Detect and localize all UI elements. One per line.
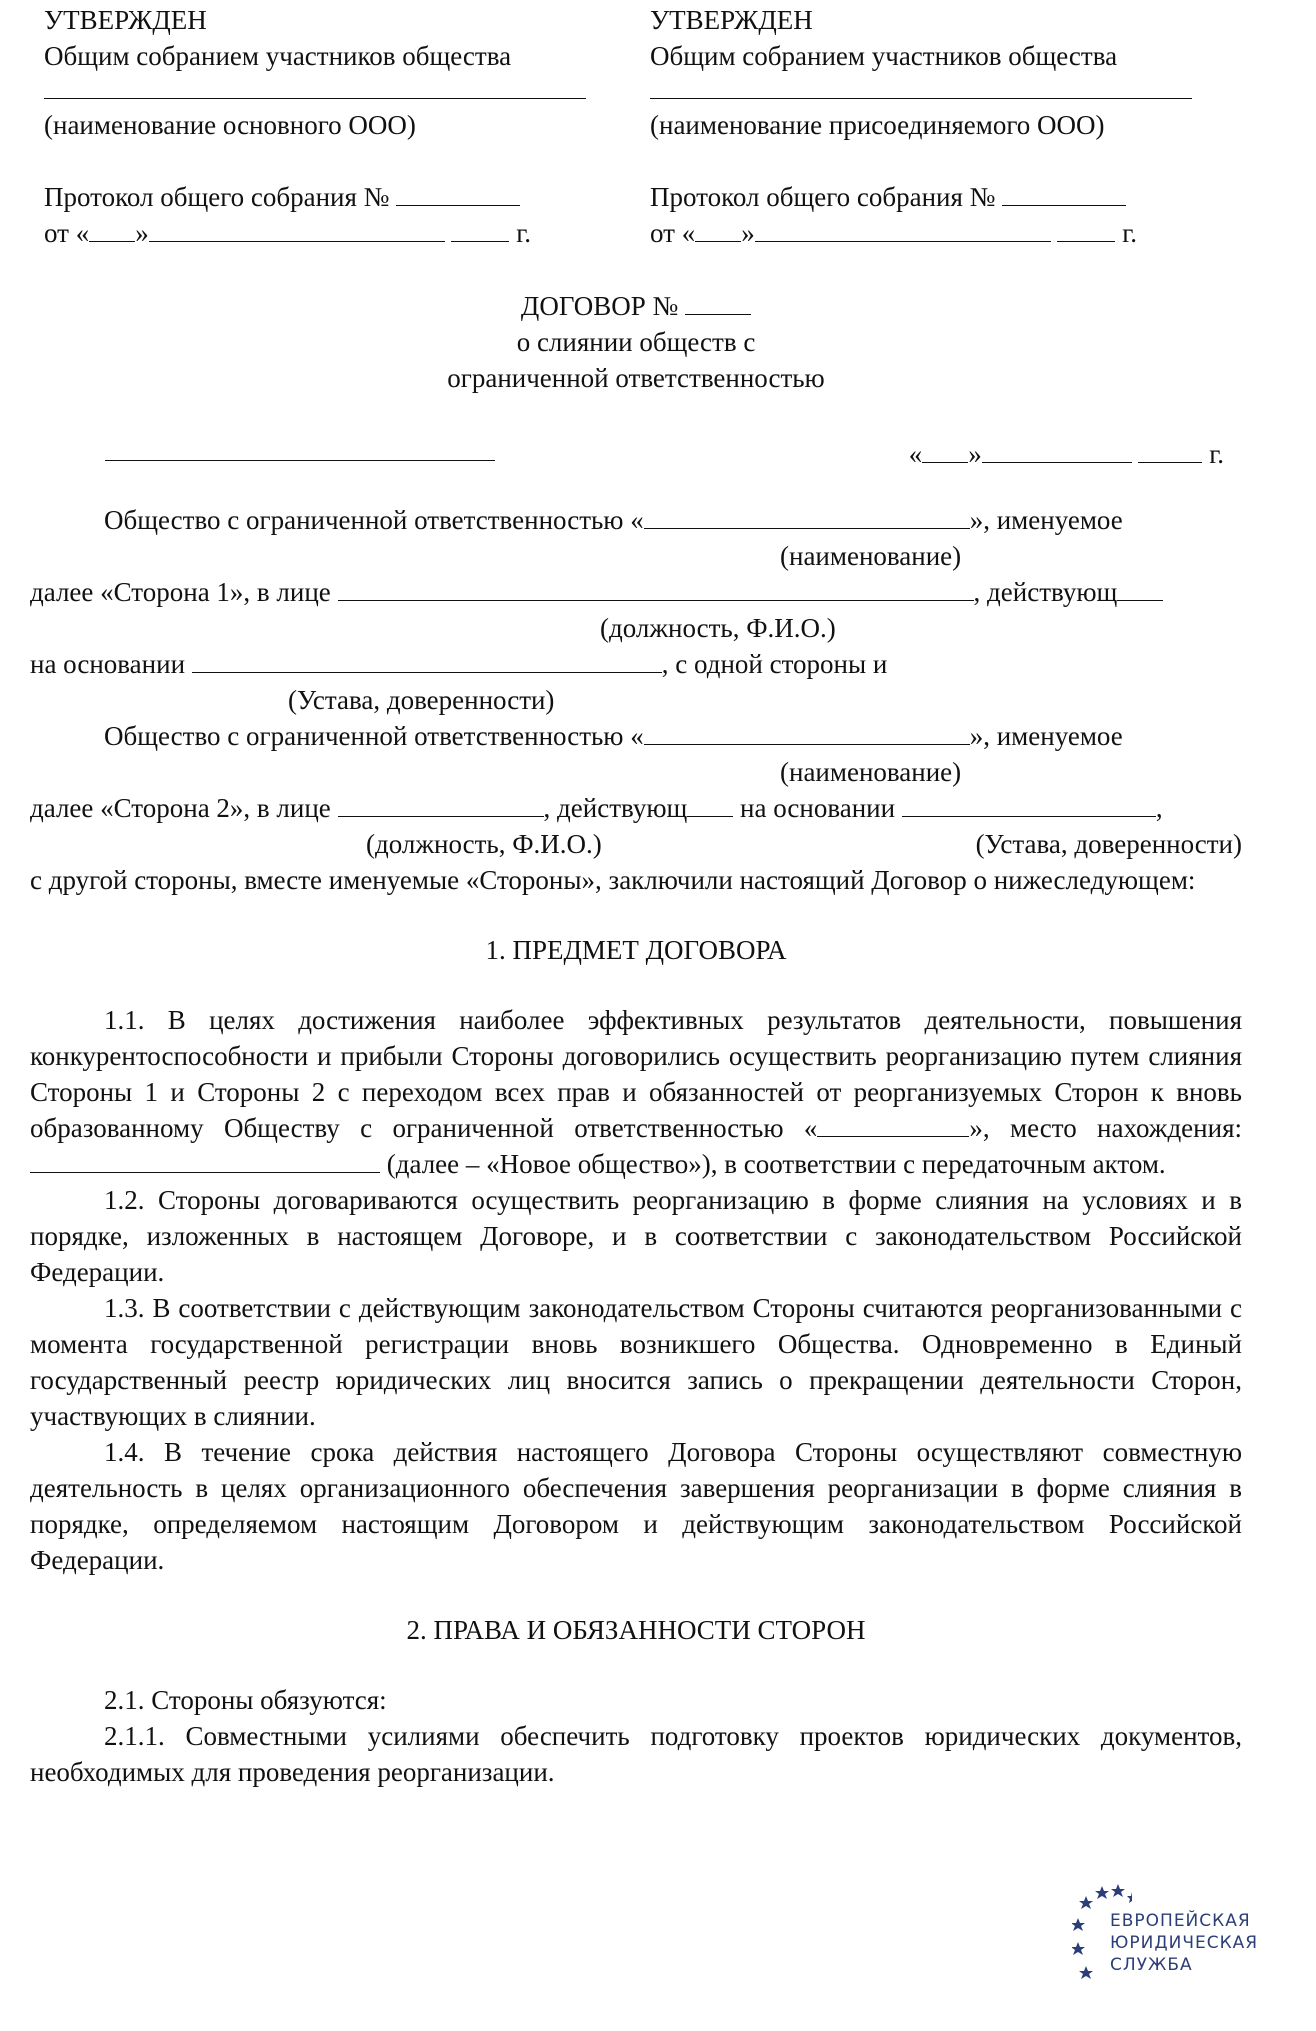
- party1-name-blank: [644, 502, 970, 529]
- approved-by: Общим собранием участников общества: [44, 41, 512, 71]
- protocol-date-line: от « » г.: [650, 215, 1250, 251]
- protocol-line: Протокол общего собрания №: [650, 179, 1250, 215]
- new-company-name-blank: [817, 1110, 969, 1137]
- section1-heading: 1. ПРЕДМЕТ ДОГОВОРА: [485, 935, 787, 965]
- party1-line1: Общество с ограниченной ответственностью « », именуемое: [30, 502, 1242, 538]
- protocol-number-blank: [1002, 179, 1126, 206]
- approved-by: Общим собранием участников общества: [650, 41, 1118, 71]
- contract-number-blank: [685, 288, 751, 315]
- party2-name-hint: (наименование): [780, 757, 962, 787]
- party2-line1: Общество с ограниченной ответственностью « », именуемое: [30, 718, 1242, 754]
- title-line-2: о слиянии обществ с: [516, 327, 756, 357]
- party2-basis-hint: (Устава, доверенности): [975, 829, 1242, 859]
- party1-basis-hint: (Устава, доверенности): [288, 685, 555, 715]
- party1-person-hint: (должность, Ф.И.О.): [600, 613, 836, 643]
- place-blank: [105, 460, 495, 461]
- clause-1-1: 1.1. В целях достижения наиболее эффективных результатов деятельности, повышения конкурентоспособности и прибыли Стороны договорились осуществить реорганизацию путем слияния Стороны 1 и Стороны 2 с переходом всех прав и обязанностей от реорганизуемых Сторон к вновь образованному Обществу с ограниченной ответственностью « », место нахождения: (далее – «Новое общество»), в соответствии с передаточным актом.: [30, 1005, 1242, 1179]
- party2-person-blank: [338, 790, 544, 817]
- party1-line2: далее «Сторона 1», в лице , действующ: [30, 574, 1242, 610]
- new-company-location-blank: [30, 1146, 380, 1173]
- logo-text: ЕВРОПЕЙСКАЯ ЮРИДИЧЕСКАЯ СЛУЖБА: [1110, 1911, 1259, 1975]
- party2-hints: [30, 826, 1242, 862]
- party2-line2: далее «Сторона 2», в лице , действующ на основании ,: [30, 790, 1242, 826]
- section2-heading: 2. ПРАВА И ОБЯЗАННОСТИ СТОРОН: [406, 1615, 866, 1645]
- party2-person-hint: (должность, Ф.И.О.): [366, 829, 602, 859]
- clause-1-3: 1.3. В соответствии с действующим законодательством Стороны считаются реорганизованными с момента государственной регистрации вновь возникшего Общества. Одновременно в Единый государственный реестр юридических лиц вносится запись о прекращении деятельности Сторон, участвующих в слиянии.: [30, 1293, 1242, 1431]
- company-name-blank: [44, 74, 586, 99]
- document-page: [30, 0, 1259, 2031]
- company-name-hint: (наименование присоединяемого ООО): [650, 110, 1105, 140]
- approval-left: [44, 2, 644, 251]
- approved-label: УТВЕРЖДЕН: [650, 5, 813, 35]
- clause-2-1-1: 2.1.1. Совместными усилиями обеспечить подготовку проектов юридических документов, необходимых для проведения реорганизации.: [30, 1721, 1242, 1787]
- company-logo: [1072, 1880, 1292, 2000]
- approval-right: [650, 2, 1250, 251]
- protocol-line: Протокол общего собрания №: [44, 179, 644, 215]
- approved-label: УТВЕРЖДЕН: [44, 5, 207, 35]
- title-line-1: ДОГОВОР №: [30, 288, 1242, 324]
- clause-1-4: 1.4. В течение срока действия настоящего Договора Стороны осуществляют совместную деятельность в целях организационного обеспечения завершения реорганизации в форме слияния в порядке, определяемом настоящим Договором и действующим законодательством Российской Федерации.: [30, 1437, 1242, 1575]
- protocol-number-blank: [396, 179, 520, 206]
- party2-basis-blank: [902, 790, 1156, 817]
- clause-2-1: 2.1. Стороны обязуются:: [104, 1685, 387, 1715]
- parties-closing: с другой стороны, вместе именуемые «Стороны», заключили настоящий Договор о нижеследующем:: [30, 865, 1196, 895]
- party1-name-hint: (наименование): [780, 541, 962, 571]
- company-name-blank: [650, 74, 1192, 99]
- company-name-hint: (наименование основного ООО): [44, 110, 416, 140]
- party1-line3: на основании , с одной стороны и: [30, 646, 1242, 682]
- clause-1-2: 1.2. Стороны договариваются осуществить реорганизацию в форме слияния на условиях и в порядке, изложенных в настоящем Договоре, и в соответствии с законодательством Российской Федерации.: [30, 1185, 1242, 1287]
- contract-body: [30, 502, 1242, 1790]
- title-line-3: ограниченной ответственностью: [447, 363, 825, 393]
- party2-name-blank: [644, 718, 970, 745]
- contract-date: « » г.: [909, 436, 1224, 472]
- party1-basis-blank: [192, 646, 662, 673]
- party1-person-blank: [338, 574, 974, 601]
- protocol-date-line: от « » г.: [44, 215, 644, 251]
- approval-header: [44, 2, 1244, 252]
- contract-title: [30, 288, 1242, 396]
- place-date-line: [30, 436, 1242, 472]
